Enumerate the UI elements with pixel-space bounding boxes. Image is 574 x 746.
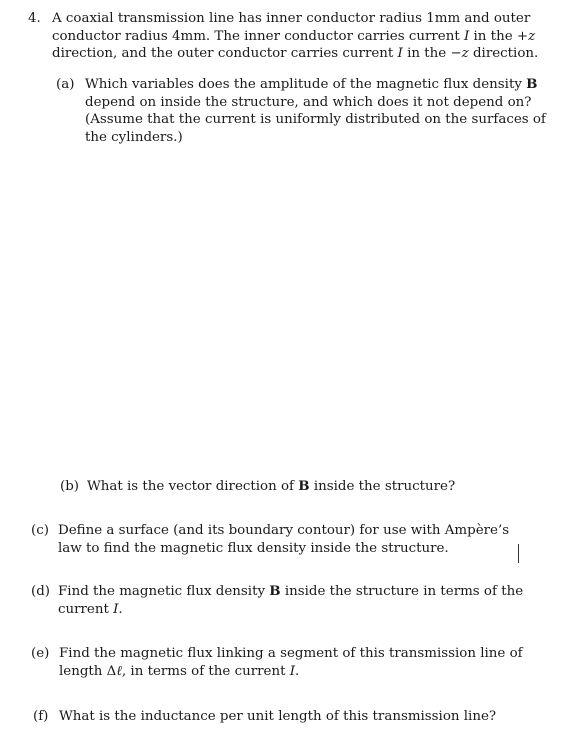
text-cursor-icon (518, 544, 519, 563)
part-c-text (58, 522, 509, 557)
current-variable: I (113, 601, 119, 617)
part-e-line-2-text-a: length Δ (59, 663, 117, 679)
current-variable: I (289, 663, 296, 679)
part-d-label: (d) (31, 584, 51, 599)
part-a-line-4: the cylinders.) (85, 129, 183, 145)
current-variable: I (397, 46, 403, 62)
question-line-2-text-b: in the + (469, 28, 529, 44)
part-f-label: (f) (33, 709, 49, 724)
question-number: 4. (28, 11, 41, 26)
b-field-symbol: B (269, 583, 281, 599)
z-variable: z (461, 46, 469, 62)
part-d-line-1-text-b: inside the structure in terms of the (280, 584, 524, 599)
question-line-3-text: direction, and the outer conductor carries current (52, 46, 398, 62)
part-e-text (59, 645, 523, 680)
part-f-text: What is the inductance per unit length of this transmission line? (59, 709, 497, 724)
question-line-3 (52, 45, 538, 63)
part-a-label: (a) (56, 77, 75, 92)
question-line-1-text: A coaxial transmission line has inner conductor radius 1mm and outer (52, 11, 531, 26)
question-line-3-text-b: in the − (402, 46, 462, 62)
part-d-line-2-text-a: current (58, 601, 114, 617)
z-variable: z (528, 28, 536, 44)
question-line-2 (52, 28, 538, 46)
part-a-text (85, 76, 546, 146)
part-a-line-3: (Assume that the current is uniformly distributed on the surfaces of (85, 112, 546, 128)
part-c-line-2: law to find the magnetic flux density inside the structure. (58, 540, 449, 556)
part-c-label: (c) (31, 523, 49, 538)
part-d-line-2-text-b: . (118, 601, 123, 617)
part-a-line-1-text: Which variables does the amplitude of the magnetic flux density (85, 77, 527, 92)
b-field-symbol: B (526, 76, 538, 92)
part-d-line-1 (58, 583, 523, 601)
part-b-label: (b) (60, 479, 80, 494)
part-e-label: (e) (31, 646, 50, 661)
part-e-line-2-text-c: . (295, 663, 300, 679)
part-b-text (87, 478, 455, 496)
part-c-line-1: Define a surface (and its boundary contour) for use with Ampère’s (58, 523, 510, 538)
part-d-line-1-text-a: Find the magnetic flux density (58, 584, 270, 599)
part-d-line-2 (58, 601, 523, 619)
question-text (52, 10, 538, 63)
part-e-line-2 (59, 663, 523, 681)
length-variable: ℓ (116, 663, 122, 679)
part-b-text-b: inside the structure? (309, 479, 456, 494)
current-variable: I (463, 28, 470, 44)
question-line-1 (52, 10, 538, 28)
part-b-text-a: What is the vector direction of (87, 479, 299, 494)
question-line-3-text-c: direction. (468, 46, 539, 62)
part-d-text (58, 583, 523, 618)
part-e-line-1: Find the magnetic flux linking a segment of this transmission line of (59, 646, 523, 661)
part-e-line-2-text-b: , in terms of the current (121, 663, 290, 679)
part-a-line-1 (85, 76, 546, 94)
part-a-line-2: depend on inside the structure, and which does it not depend on? (85, 94, 532, 110)
question-line-2-text: conductor radius 4mm. The inner conductor carries current (52, 28, 464, 44)
b-field-symbol: B (298, 478, 310, 494)
